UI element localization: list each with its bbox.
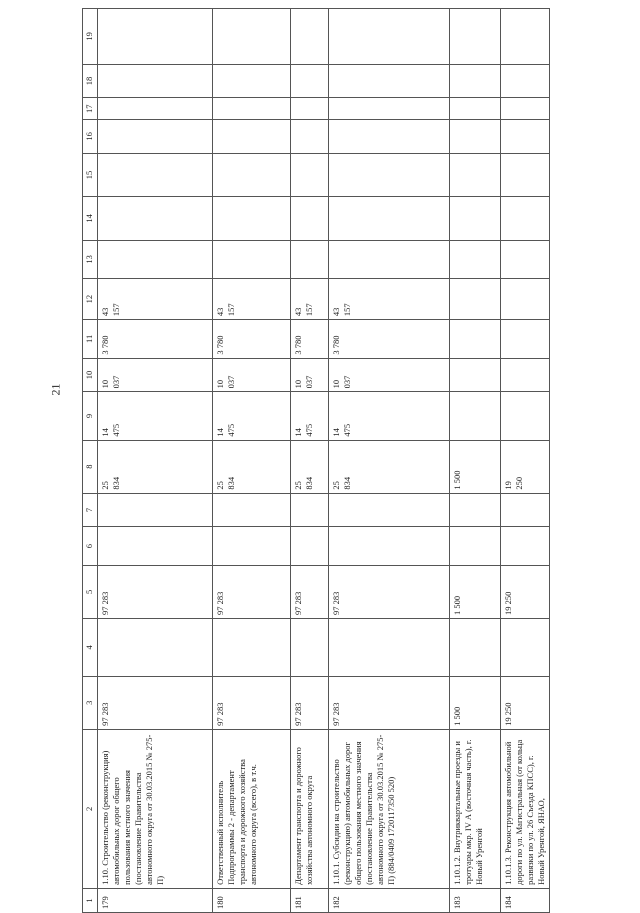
- header-col-8: 8: [83, 440, 98, 493]
- value-cell-c4: [329, 618, 450, 676]
- value-cell-c13: [98, 240, 213, 279]
- value-cell-c12: 43 157: [291, 279, 329, 320]
- value-cell-c7: [98, 493, 213, 527]
- row-name-cell: Ответственный исполнитель Подпрограммы 2 - департамент транспорта и дорожного хозяйства автономного округа (всего), в т.ч.: [213, 729, 291, 888]
- header-col-9: 9: [83, 392, 98, 440]
- value-cell-c9: [501, 392, 550, 440]
- value-cell-c12: 43 157: [329, 279, 450, 320]
- value-cell-c5: 97 283: [213, 565, 291, 618]
- table-row: [213, 9, 291, 913]
- budget-table: [82, 8, 550, 913]
- value-cell-c17: [501, 98, 550, 120]
- value-cell-c11: 3 780: [98, 320, 213, 359]
- value-cell-c11: [501, 320, 550, 359]
- value-cell-c10: 10 037: [329, 358, 450, 392]
- value-cell-c19: [213, 9, 291, 65]
- table-body: [98, 9, 550, 913]
- value-cell-c9: 14 475: [291, 392, 329, 440]
- value-cell-c3: 97 283: [329, 676, 450, 729]
- header-col-3: 3: [83, 676, 98, 729]
- value-cell-c6: [291, 527, 329, 566]
- value-cell-c10: 10 037: [291, 358, 329, 392]
- row-number-cell: 181: [291, 888, 329, 912]
- value-cell-c5: 19 250: [501, 565, 550, 618]
- value-cell-c16: [98, 120, 213, 154]
- value-cell-c17: [329, 98, 450, 120]
- value-cell-c11: 3 780: [291, 320, 329, 359]
- value-cell-c14: [213, 197, 291, 240]
- value-cell-c6: [213, 527, 291, 566]
- value-cell-c8: 25 834: [291, 440, 329, 493]
- value-cell-c11: 3 780: [213, 320, 291, 359]
- value-cell-c18: [501, 64, 550, 98]
- value-cell-c18: [450, 64, 501, 98]
- header-col-7: 7: [83, 493, 98, 527]
- value-cell-c5: 97 283: [329, 565, 450, 618]
- value-cell-c17: [450, 98, 501, 120]
- value-cell-c4: [291, 618, 329, 676]
- value-cell-c16: [291, 120, 329, 154]
- header-col-10: 10: [83, 358, 98, 392]
- header-col-2: 2: [83, 729, 98, 888]
- rotated-table-wrapper: [82, 8, 546, 913]
- value-cell-c15: [98, 153, 213, 196]
- value-cell-c5: 1 500: [450, 565, 501, 618]
- value-cell-c18: [291, 64, 329, 98]
- value-cell-c15: [329, 153, 450, 196]
- value-cell-c10: [450, 358, 501, 392]
- value-cell-c12: [450, 279, 501, 320]
- value-cell-c9: 14 475: [213, 392, 291, 440]
- value-cell-c15: [501, 153, 550, 196]
- value-cell-c6: [450, 527, 501, 566]
- row-name-cell: 1.10. Строительство (реконструкция) автомобильных дорог общего пользования местного значения (постановление Правительства автономного округа от 30.03.2015 № 275-П): [98, 729, 213, 888]
- row-number-cell: 179: [98, 888, 213, 912]
- value-cell-c3: 97 283: [291, 676, 329, 729]
- value-cell-c11: [450, 320, 501, 359]
- value-cell-c3: 97 283: [213, 676, 291, 729]
- value-cell-c10: [501, 358, 550, 392]
- value-cell-c4: [450, 618, 501, 676]
- value-cell-c9: [450, 392, 501, 440]
- value-cell-c11: 3 780: [329, 320, 450, 359]
- value-cell-c8: 19 250: [501, 440, 550, 493]
- value-cell-c16: [213, 120, 291, 154]
- value-cell-c16: [450, 120, 501, 154]
- table-row: [450, 9, 501, 913]
- value-cell-c15: [450, 153, 501, 196]
- value-cell-c18: [213, 64, 291, 98]
- row-name-cell: Департамент транспорта и дорожного хозяйства автономного округа: [291, 729, 329, 888]
- value-cell-c7: [329, 493, 450, 527]
- header-col-19: 19: [83, 9, 98, 65]
- value-cell-c5: 97 283: [291, 565, 329, 618]
- value-cell-c19: [291, 9, 329, 65]
- table-row: [98, 9, 213, 913]
- value-cell-c14: [450, 197, 501, 240]
- value-cell-c17: [213, 98, 291, 120]
- value-cell-c7: [291, 493, 329, 527]
- value-cell-c14: [291, 197, 329, 240]
- row-number-cell: 182: [329, 888, 450, 912]
- value-cell-c13: [329, 240, 450, 279]
- header-col-17: 17: [83, 98, 98, 120]
- value-cell-c16: [329, 120, 450, 154]
- value-cell-c3: 1 500: [450, 676, 501, 729]
- table-viewport: [82, 8, 546, 913]
- header-col-18: 18: [83, 64, 98, 98]
- value-cell-c5: 97 283: [98, 565, 213, 618]
- value-cell-c17: [98, 98, 213, 120]
- value-cell-c3: 97 283: [98, 676, 213, 729]
- value-cell-c6: [501, 527, 550, 566]
- header-col-12: 12: [83, 279, 98, 320]
- value-cell-c19: [98, 9, 213, 65]
- value-cell-c10: 10 037: [98, 358, 213, 392]
- row-number-cell: 180: [213, 888, 291, 912]
- value-cell-c19: [450, 9, 501, 65]
- value-cell-c15: [291, 153, 329, 196]
- value-cell-c18: [329, 64, 450, 98]
- value-cell-c12: 43 157: [98, 279, 213, 320]
- header-col-1: 1: [83, 888, 98, 912]
- value-cell-c4: [213, 618, 291, 676]
- table-row: [291, 9, 329, 913]
- value-cell-c7: [450, 493, 501, 527]
- value-cell-c13: [291, 240, 329, 279]
- value-cell-c14: [329, 197, 450, 240]
- value-cell-c12: 43 157: [213, 279, 291, 320]
- value-cell-c15: [213, 153, 291, 196]
- table-row: [501, 9, 550, 913]
- header-col-5: 5: [83, 565, 98, 618]
- value-cell-c6: [329, 527, 450, 566]
- row-name-cell: 1.10.1.3. Реконструкция автомобильной дороги по ул. Магистральная (от кольца развязки по ул. 26 Съезда КПСС), г. Новый Уренгой, ЯНАО,: [501, 729, 550, 888]
- header-col-15: 15: [83, 153, 98, 196]
- value-cell-c8: 25 834: [98, 440, 213, 493]
- row-number-cell: 184: [501, 888, 550, 912]
- value-cell-c12: [501, 279, 550, 320]
- column-number-row: [83, 9, 98, 913]
- header-col-4: 4: [83, 618, 98, 676]
- value-cell-c19: [501, 9, 550, 65]
- value-cell-c18: [98, 64, 213, 98]
- value-cell-c8: 1 500: [450, 440, 501, 493]
- row-number-cell: 183: [450, 888, 501, 912]
- value-cell-c8: 25 834: [213, 440, 291, 493]
- value-cell-c8: 25 834: [329, 440, 450, 493]
- value-cell-c19: [329, 9, 450, 65]
- value-cell-c4: [98, 618, 213, 676]
- value-cell-c9: 14 475: [329, 392, 450, 440]
- value-cell-c13: [213, 240, 291, 279]
- value-cell-c14: [98, 197, 213, 240]
- value-cell-c7: [213, 493, 291, 527]
- header-col-14: 14: [83, 197, 98, 240]
- header-col-13: 13: [83, 240, 98, 279]
- value-cell-c13: [450, 240, 501, 279]
- value-cell-c13: [501, 240, 550, 279]
- value-cell-c14: [501, 197, 550, 240]
- value-cell-c3: 19 250: [501, 676, 550, 729]
- page-number: 21: [48, 383, 63, 396]
- value-cell-c9: 14 475: [98, 392, 213, 440]
- value-cell-c7: [501, 493, 550, 527]
- row-name-cell: 1.10.1.2. Внутриквартальные проезды и тротуары мкр. IV А (восточная часть), г. Новый Уренгой: [450, 729, 501, 888]
- value-cell-c10: 10 037: [213, 358, 291, 392]
- header-col-16: 16: [83, 120, 98, 154]
- value-cell-c4: [501, 618, 550, 676]
- header-col-11: 11: [83, 320, 98, 359]
- value-cell-c6: [98, 527, 213, 566]
- header-col-6: 6: [83, 527, 98, 566]
- value-cell-c16: [501, 120, 550, 154]
- value-cell-c17: [291, 98, 329, 120]
- row-name-cell: 1.10.1. Субсидии на строительство (реконструкцию) автомобильных дорог общего пользования местного значения (постановление Правительства автономного округа от 30.03.2015 № 275-П) (884/0409 1720117350 520): [329, 729, 450, 888]
- table-row: [329, 9, 450, 913]
